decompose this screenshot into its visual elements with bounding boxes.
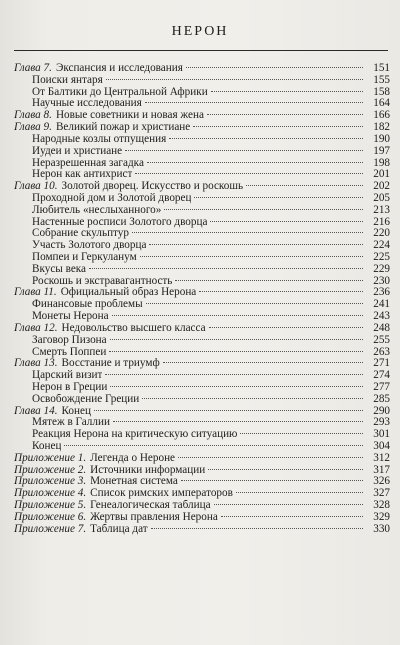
toc-chapter [14,63,390,75]
toc-page-number: 202 [373,180,390,193]
toc-page-number: 166 [373,109,390,122]
toc-entry-title: Финансовые проблемы [32,299,143,311]
toc-subsection [14,158,390,170]
toc-entry-title: Золотой дворец. Искусство и роскошь [61,181,244,193]
toc-entry-title: Источники информации [90,464,206,476]
toc-entry-title: Заговор Пизона [32,334,107,346]
dot-leader [207,114,363,115]
toc-chapter [14,181,390,193]
toc-entry-label: Глава 9. [14,121,52,134]
header-rule [14,50,388,51]
toc-page-number: 277 [373,380,390,393]
toc-entry-title: Монетная система [90,476,178,488]
toc-page-number: 236 [373,286,390,299]
toc-page-number: 327 [373,487,390,500]
toc-page-number: 158 [373,85,390,98]
toc-subsection [14,98,390,110]
toc-page-number: 155 [373,73,390,86]
toc-subsection [14,311,390,323]
toc-subsection [14,299,390,311]
dot-leader [125,150,363,151]
toc-entry-label: Глава 14. [14,404,58,417]
toc-subsection [14,417,390,429]
dot-leader [145,102,363,103]
toc-entry-title: Новые советники и новая жена [55,110,204,122]
toc-page-number: 312 [373,451,390,464]
dot-leader [175,280,363,281]
toc-page-number: 224 [373,239,390,252]
toc-entry-title: Научные исследования [32,98,142,110]
toc-entry-title: Конец [32,441,62,452]
toc-page-number: 326 [373,475,390,488]
toc-entry-title: Собрание скульптур [32,228,129,240]
toc-entry-title: Вкусы века [32,263,87,275]
toc-entry-title: Роскошь и экстравагантность [32,275,173,287]
toc-entry-title: Конец [61,405,91,417]
toc-entry-title: Неразрешенная загадка [32,157,144,169]
toc-entry-title: Участь Золотого дворца [32,240,147,252]
running-title: НЕРОН [171,24,229,39]
dot-leader [132,232,363,233]
toc-page-number: 330 [373,522,390,535]
toc-entry-label: Глава 13. [14,357,58,370]
toc-subsection [14,240,390,252]
dot-leader [140,256,363,257]
toc-page-number: 293 [373,416,390,429]
toc-page-number: 243 [373,310,390,323]
toc-page-number: 255 [373,333,390,346]
toc-entry-title: Смерть Поппеи [32,346,107,358]
toc-subsection [14,252,390,264]
table-of-contents [14,63,390,536]
toc-entry-title: Мятеж в Галлии [32,417,110,429]
toc-chapter [14,110,390,122]
toc-page-number: 304 [373,440,390,452]
toc-subsection [14,429,390,441]
dot-leader [64,445,363,446]
toc-page-number: 301 [373,428,390,441]
toc-entry-label: Глава 10. [14,180,58,193]
toc-page-number: 205 [373,191,390,204]
toc-entry-title: Народные козлы отпущения [32,133,167,145]
toc-page-number: 263 [373,345,390,358]
toc-entry-title: Список римских императоров [90,488,233,500]
dot-leader [164,209,363,210]
toc-subsection [14,217,390,229]
toc-entry-label: Приложение 7. [14,522,87,535]
dot-leader [178,457,363,458]
toc-subsection [14,394,390,406]
toc-page-number: 190 [373,132,390,145]
dot-leader [209,327,363,328]
toc-subsection [14,193,390,205]
toc-page-number: 182 [373,121,390,134]
toc-entry-title: Освобождение Греции [32,393,140,405]
toc-page-number: 198 [373,156,390,169]
toc-entry-title: Поиски янтаря [32,74,103,86]
toc-subsection [14,205,390,217]
dot-leader [240,433,363,434]
toc-entry-label: Приложение 6. [14,510,87,523]
toc-entry-title: Нерон в Греции [32,381,108,393]
toc-entry-label: Глава 12. [14,321,58,334]
toc-page-number: 151 [373,62,390,74]
toc-entry-title: Иудеи и христиане [32,145,123,157]
dot-leader [149,244,363,245]
toc-entry-label: Глава 7. [14,62,52,74]
toc-page-number: 317 [373,463,390,476]
dot-leader [110,339,363,340]
toc-entry-title: Легенда о Нероне [90,452,176,464]
toc-subsection [14,75,390,87]
toc-entry-title: Официальный образ Нерона [60,287,197,299]
dot-leader [211,91,363,92]
dot-leader [246,185,363,186]
toc-chapter [14,323,390,335]
toc-entry-label: Глава 11. [14,286,57,299]
dot-leader [89,268,363,269]
toc-page-number: 164 [373,97,390,110]
toc-page-number: 216 [373,215,390,228]
dot-leader [135,173,363,174]
toc-entry-title: Генеалогическая таблица [90,500,211,512]
dot-leader [210,221,363,222]
toc-subsection [14,134,390,146]
toc-entry-title: Реакция Нерона на критическую ситуацию [32,429,238,441]
toc-subsection [14,169,390,181]
toc-subsection [14,228,390,240]
toc-page-number: 201 [373,168,390,181]
toc-entry-title: Великий пожар и христиане [55,122,191,134]
toc-entry-title: Настенные росписи Золотого дворца [32,216,208,228]
toc-entry-label: Приложение 5. [14,499,87,512]
toc-page-number: 290 [373,404,390,417]
dot-leader [193,126,363,127]
dot-leader [142,398,363,399]
bleed-through-text [150,476,350,566]
toc-chapter [14,287,390,299]
toc-page-number: 230 [373,274,390,287]
toc-entry-title: Восстание и триумф [61,358,160,370]
toc-entry-title: Любитель «неслыханного» [32,204,162,216]
toc-subsection [14,146,390,158]
toc-entry-label: Приложение 4. [14,487,87,500]
toc-subsection [14,347,390,359]
toc-subsection [14,382,390,394]
toc-page-number: 329 [373,510,390,523]
dot-leader [163,362,363,363]
toc-subsection [14,370,390,382]
toc-page-number: 241 [373,298,390,311]
toc-subsection [14,264,390,276]
toc-entry-label: Глава 8. [14,109,52,122]
toc-subsection [14,335,390,347]
dot-leader [199,291,363,292]
dot-leader [94,410,363,411]
toc-appendix [14,453,390,465]
toc-entry-label: Приложение 2. [14,463,87,476]
toc-page-number: 285 [373,392,390,405]
toc-subsection [14,87,390,99]
dot-leader [146,303,363,304]
dot-leader [113,421,363,422]
dot-leader [109,351,363,352]
dot-leader [110,386,363,387]
dot-leader [194,197,363,198]
toc-entry-title: Таблица дат [90,523,148,535]
toc-chapter [14,406,390,418]
dot-leader [169,138,363,139]
toc-entry-title: Проходной дом и Золотой дворец [32,192,192,204]
toc-page-number: 274 [373,369,390,382]
toc-entry-title: Царский визит [32,370,103,382]
toc-page-number: 213 [373,203,390,216]
toc-entry-title: Недовольство высшего класса [61,322,206,334]
toc-chapter [14,122,390,134]
toc-entry-title: Экспансия и исследования [55,63,183,74]
dot-leader [112,315,363,316]
dot-leader [147,162,363,163]
toc-entry-title: Монеты Нерона [32,311,109,323]
toc-page-number: 229 [373,262,390,275]
toc-entry-label: Приложение 3. [14,475,87,488]
toc-entry-title: От Балтики до Центральной Африки [32,86,208,98]
toc-page-number: 225 [373,251,390,263]
toc-page-number: 220 [373,227,390,240]
toc-entry-title: Нерон как антихрист [32,169,133,181]
dot-leader [106,79,363,80]
toc-page-number: 197 [373,144,390,157]
toc-entry-title: Жертвы правления Нерона [90,511,218,523]
dot-leader [105,374,363,375]
toc-page-number: 328 [373,499,390,512]
toc-subsection [14,276,390,288]
dot-leader [208,469,363,470]
toc-entry-title: Помпеи и Геркуланум [32,252,137,263]
toc-entry-label: Приложение 1. [14,451,87,464]
dot-leader [186,67,363,68]
toc-page-number: 271 [373,357,390,370]
toc-chapter [14,358,390,370]
toc-page-number: 248 [373,321,390,334]
